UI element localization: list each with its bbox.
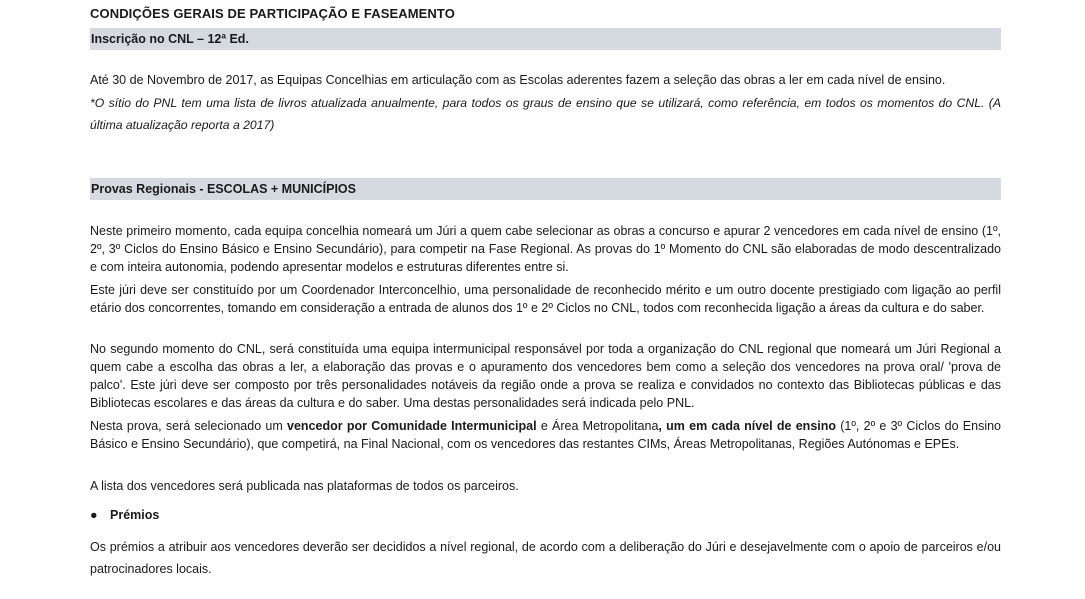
premios-heading: Prémios <box>110 508 160 522</box>
note-pnl: *O sítio do PNL tem uma lista de livros atualizada anualmente, para todos os graus de ensino que se utilizará, como referência, em todos os momentos do CNL. (A última atualização reporta a 2017) <box>90 96 1001 132</box>
paragraph-juri: Este júri deve ser constituído por um Coordenador Interconcelhio, uma personalidade de reconhecido mérito e um outro docente prestigiado com ligação ao perfil etário dos concorrentes, tomando em consideração a entrada de alunos dos 1º e 2º Ciclos no CNL, todos com reconhecida ligação a áreas da cultura e do saber. <box>90 283 1001 315</box>
vencedor-text-b: vencedor por Comunidade Intermunicipal <box>287 419 537 433</box>
paragraph-primeiro-momento: Neste primeiro momento, cada equipa concelhia nomeará um Júri a quem cabe selecionar as obras a concurso e apurar 2 vencedores em cada nível de ensino (1º, 2º, 3º Ciclos do Ensino Básico e Ensino Secundário), para competir na Fase Regional. As provas do 1º Momento do CNL são elaboradas de modo descentralizado e com inteira autonomia, podendo apresentar modelos e estruturas diferentes entre si. <box>90 224 1001 274</box>
paragraph-vencedor <box>90 417 1001 453</box>
section-heading-inscricao: Inscrição no CNL – 12ª Ed. <box>90 28 1001 50</box>
paragraph-lista-vencedores: A lista dos vencedores será publicada nas plataformas de todos os parceiros. <box>90 479 519 493</box>
paragraph-premios: Os prémios a atribuir aos vencedores deverão ser decididos a nível regional, de acordo com a deliberação do Júri e desejavelmente com o apoio de parceiros e/ou patrocinadores locais. <box>90 540 1001 576</box>
vencedor-text-d: , um em cada nível de ensino <box>658 419 837 433</box>
section-heading-provas-regionais: Provas Regionais - ESCOLAS + MUNICÍPIOS <box>90 178 1001 200</box>
bullet-premios <box>90 508 159 522</box>
vencedor-text-e: (1º, 2º e 3º Ciclos do Ensino Básico e Ensino Secundário), que competirá, na Final Nacional, com os vencedores das restantes CIMs, Áreas Metropolitanas, Regiões Autónomas e EPEs. <box>90 419 1002 451</box>
bullet-icon: ● <box>90 508 98 522</box>
vencedor-text-c: e Área Metropolitana <box>536 419 659 433</box>
paragraph-inscricao: Até 30 de Novembro de 2017, as Equipas Concelhias em articulação com as Escolas aderentes fazem a seleção das obras a ler em cada nível de ensino. <box>90 73 946 87</box>
document-title: CONDIÇÕES GERAIS DE PARTICIPAÇÃO E FASEAMENTO <box>90 6 455 21</box>
paragraph-segundo-momento: No segundo momento do CNL, será constituída uma equipa intermunicipal responsável por toda a organização do CNL regional que nomeará um Júri Regional a quem cabe a escolha das obras a ler, a elaboração das provas e o apuramento dos vencedores bem como a seleção dos vencedores na prova oral/ 'prova de palco'. Este júri deve ser composto por três personalidades notáveis da região onde a prova se realiza e convidados no contexto das Bibliotecas públicas e das Bibliotecas escolares e das áreas da cultura e do saber. Uma destas personalidades será indicada pelo PNL. <box>90 342 1001 410</box>
vencedor-text-a: Nesta prova, será selecionado um <box>90 419 288 433</box>
